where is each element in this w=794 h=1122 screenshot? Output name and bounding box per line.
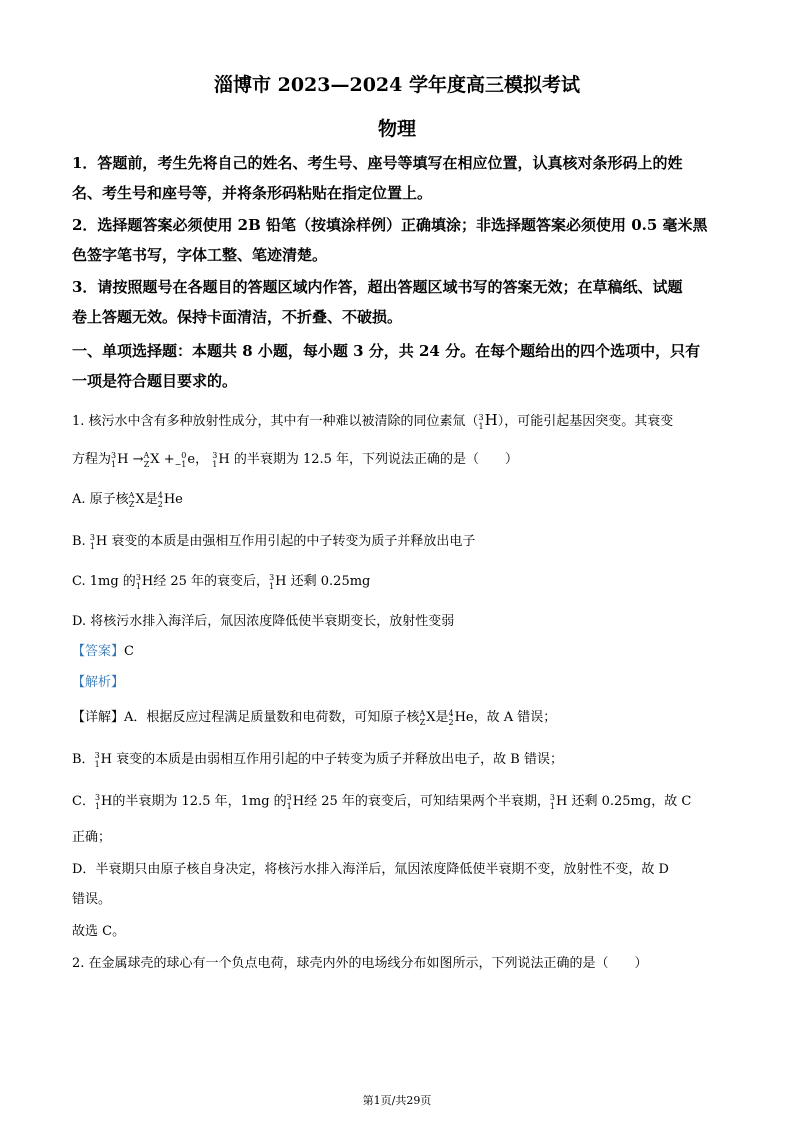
q1-option-c: C. 1mg 的 3 1 H经 25 年的衰变后， 3 1 H 还剩 0.25mg: [72, 572, 371, 591]
q1-equation: 方程为 3 1 H → A Z X + 0 −1 e， 3 1 H 的半衰期为 12.5 年，下列说法正确的是（ ）: [72, 450, 519, 469]
instruction-line: 卷上答题无效。保持卡面清洁，不折叠、不破损。: [72, 308, 403, 326]
q1-option-d: D. 将核污水排入海洋后，氚因浓度降低使半衰期变长，放射性变弱: [72, 614, 455, 629]
instruction-line: 名、考生号和座号等，并将条形码粘贴在指定位置上。: [72, 184, 433, 202]
nuclide-H3: 3 1: [478, 412, 484, 431]
detail-a: 【详解】A．根据反应过程满足质量数和电荷数，可知原子核 A Z X是 4 2 He，故 A 错误；: [72, 708, 557, 727]
subject-title: 物理: [377, 118, 416, 140]
page-footer: 第1页/共29页: [362, 1094, 432, 1107]
section-heading: 一、单项选择题：本题共 8 小题，每小题 3 分，共 24 分。在每个题给出的四个选项中，只有: [72, 342, 701, 360]
q1-option-b: B. 3 1 H 衰变的本质是由强相互作用引起的中子转变为质子并释放出电子: [72, 532, 476, 551]
instruction-line: 色签字笔书写，字体工整、笔迹清楚。: [72, 246, 328, 264]
page-title: 淄博市 2023—2024 学年度高三模拟考试: [214, 74, 580, 96]
answer-tag: 【答案】: [72, 644, 125, 659]
section-heading: 一项是符合题目要求的。: [72, 372, 238, 390]
conclusion: 故选 C。: [72, 924, 126, 939]
instruction-line: 2．选择题答案必须使用 2B 铅笔（按填涂样例）正确填涂；非选择题答案必须使用 0.5 毫米黑: [72, 216, 708, 234]
analysis-tag: 【解析】: [72, 675, 125, 690]
detail-b: B． 3 1 H 衰变的本质是由弱相互作用引起的中子转变为质子并释放出电子，故 B 错误；: [72, 750, 563, 769]
instruction-line: 3．请按照题号在各题目的答题区域内作答，超出答题区域书写的答案无效；在草稿纸、试题: [72, 278, 683, 296]
answer-line: [72, 640, 134, 659]
detail-d-cont: 错误。: [72, 892, 112, 907]
q1-option-a: A. 原子核 A Z X是 4 2 He: [72, 490, 183, 509]
answer-value: C: [124, 644, 134, 659]
instruction-line: 1．答题前，考生先将自己的姓名、考生号、座号等填写在相应位置，认真核对条形码上的姓: [72, 154, 683, 172]
detail-d: D．半衰期只由原子核自身决定，将核污水排入海洋后，氚因浓度降低使半衰期不变，放射性不变，故 D: [72, 862, 669, 877]
detail-c: C． 3 1 H的半衰期为 12.5 年，1mg 的 3 1 H经 25 年的衰变后，可知结果两个半衰期， 3 1 H 还剩 0.25mg，故 C: [72, 792, 692, 811]
q2-stem: 2. 在金属球壳的球心有一个负点电荷，球壳内外的电场线分布如图所示，下列说法正确的是（ ）: [72, 956, 648, 971]
detail-c-cont: 正确；: [72, 830, 112, 845]
q1-stem: 1. 核污水中含有多种放射性成分，其中有一种难以被清除的同位素氚（ 3 1 H），可能引起基因突变。其衰变: [72, 411, 674, 431]
